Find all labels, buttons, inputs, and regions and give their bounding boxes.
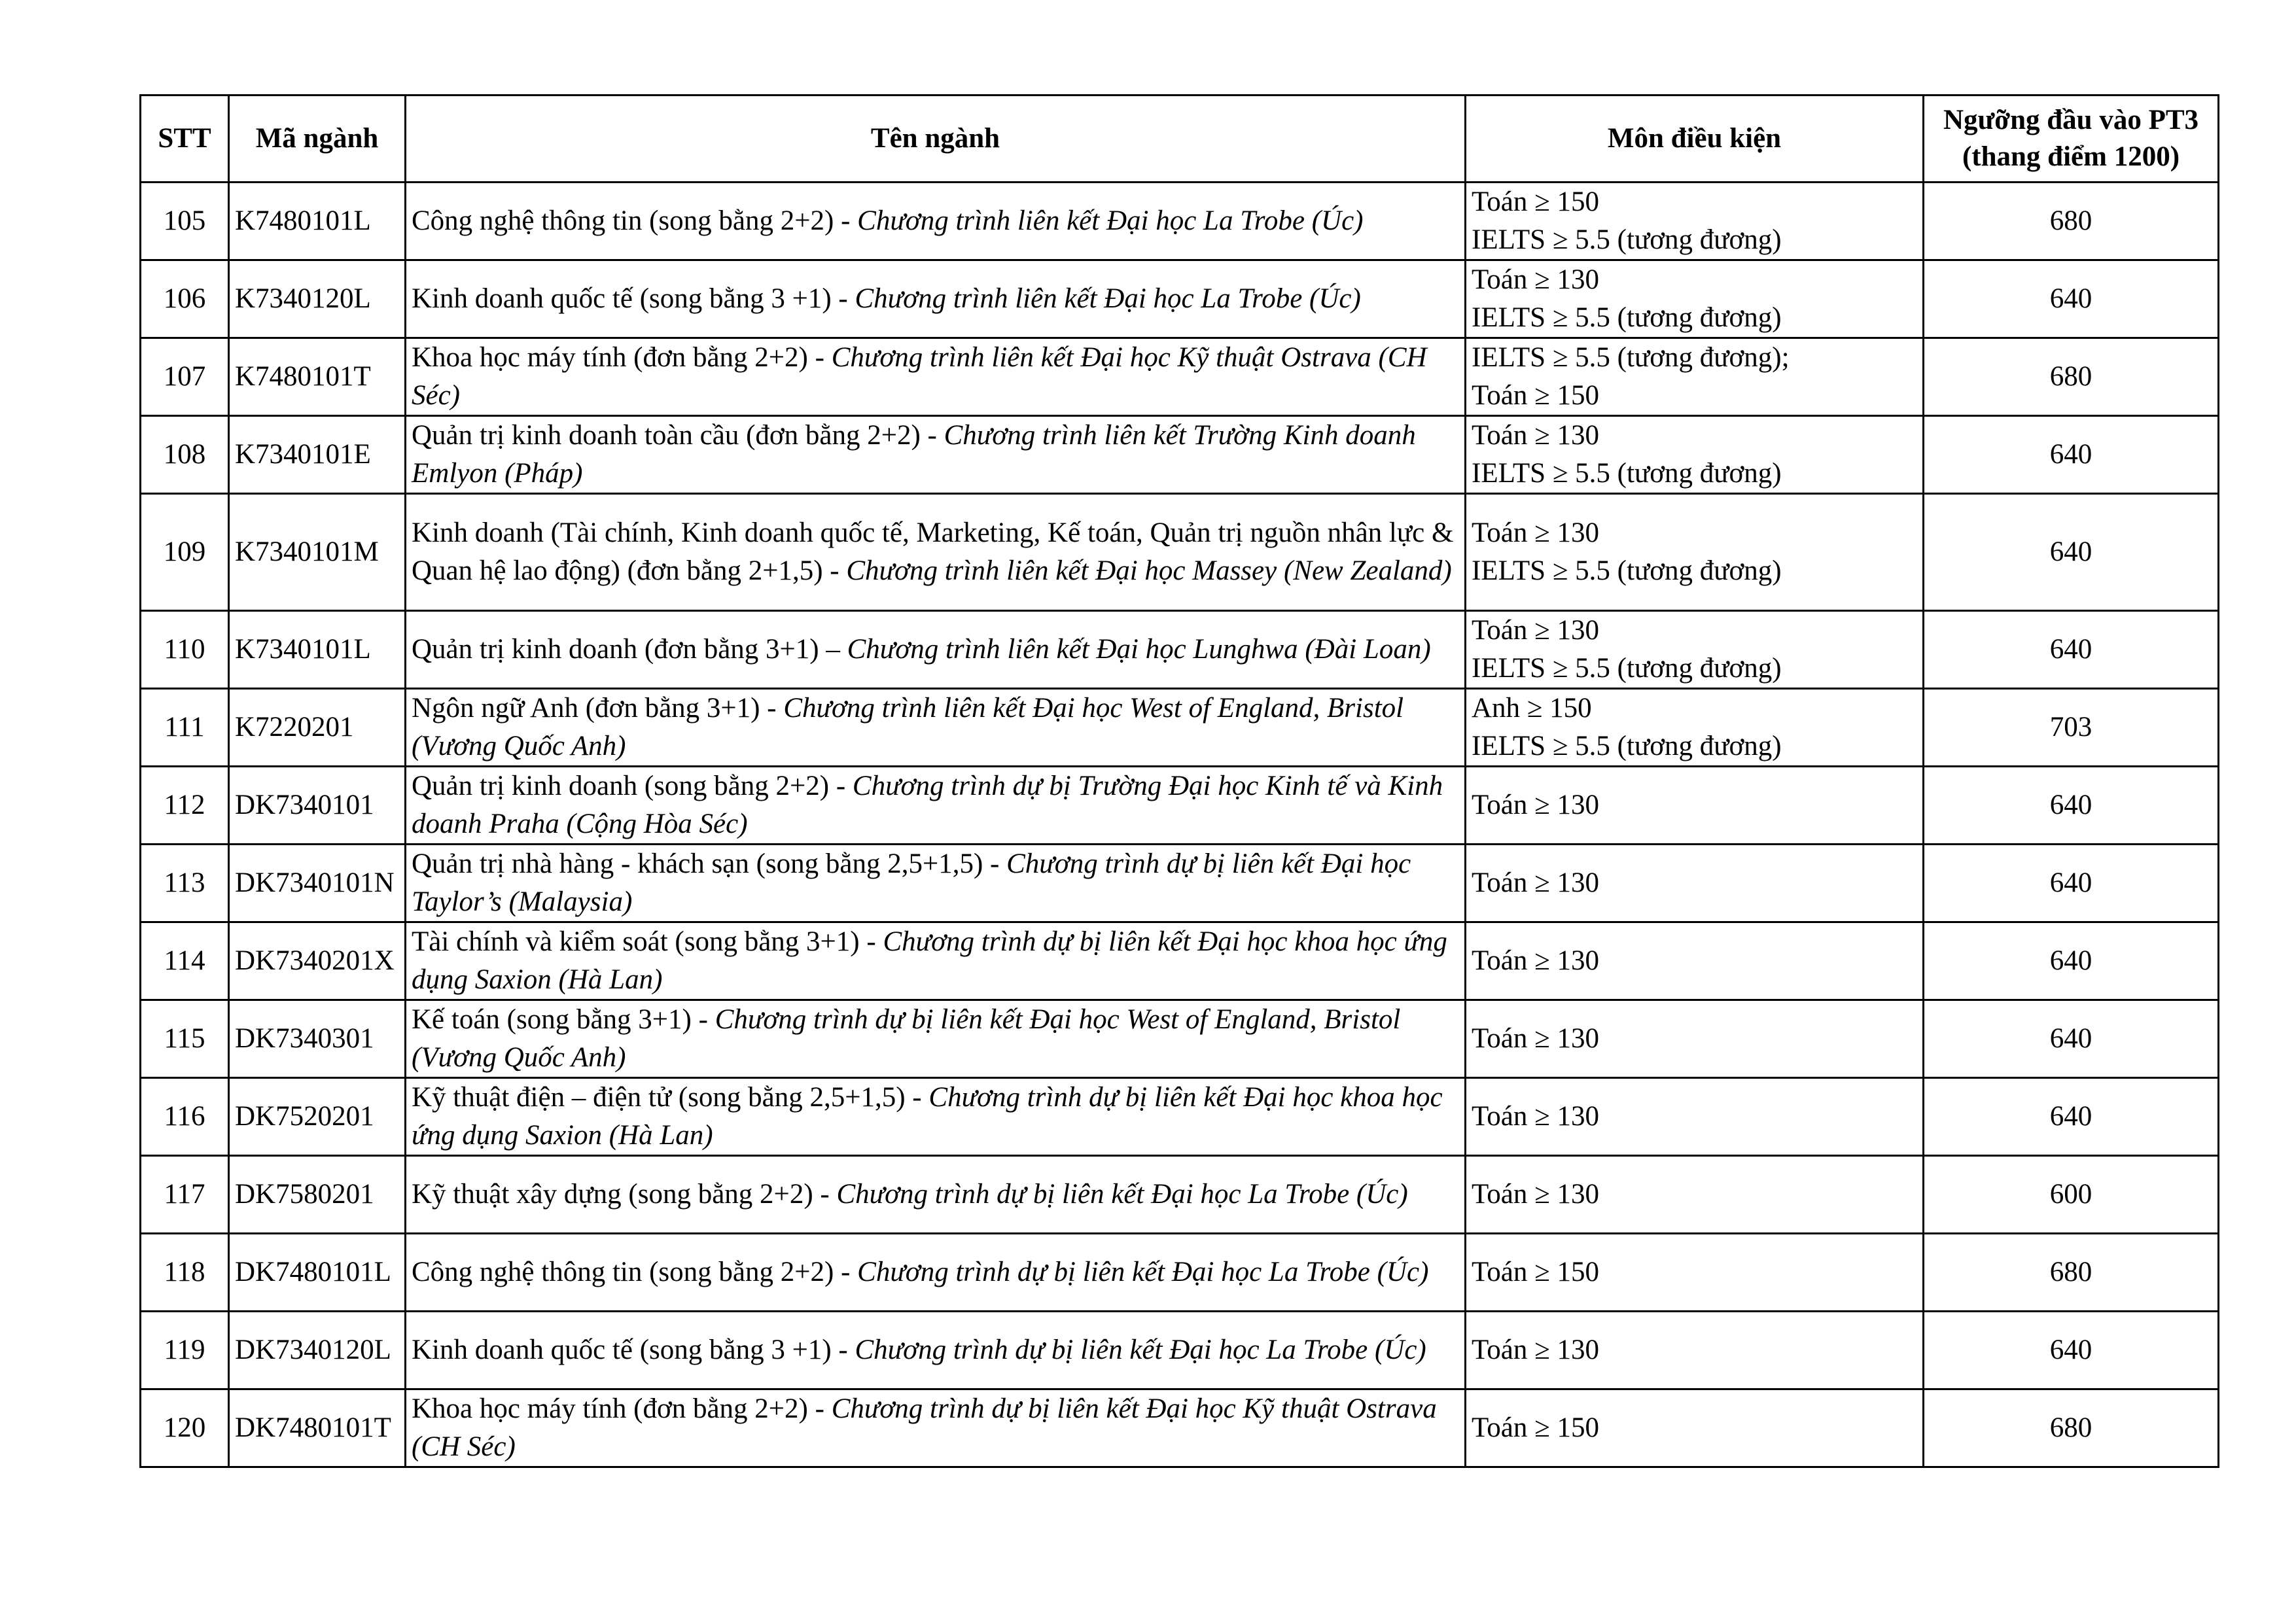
major-name: Khoa học máy tính (đơn bằng 2+2) -: [412, 342, 832, 373]
table-row: [141, 494, 2219, 611]
major-name: Kinh doanh quốc tế (song bằng 3 +1) -: [412, 1335, 855, 1365]
major-name-cell: [406, 845, 1466, 922]
threshold-score-cell: 640: [1924, 1312, 2219, 1389]
condition-cell: [1466, 260, 1924, 338]
threshold-score-cell: 640: [1924, 494, 2219, 611]
stt-cell: 109: [141, 494, 229, 611]
major-name: Kinh doanh quốc tế (song bằng 3 +1) -: [412, 283, 855, 314]
condition-line: IELTS ≥ 5.5 (tương đương): [1472, 653, 1782, 684]
condition-line: Toán ≥ 130: [1472, 420, 1599, 451]
threshold-score-cell: 640: [1924, 260, 2219, 338]
major-code-cell: DK7340120L: [229, 1312, 406, 1389]
major-name-cell: [406, 338, 1466, 416]
threshold-score-cell: 640: [1924, 1000, 2219, 1078]
condition-cell: [1466, 338, 1924, 416]
threshold-score-cell: 640: [1924, 1078, 2219, 1156]
major-name-cell: [406, 1389, 1466, 1467]
condition-cell: [1466, 183, 1924, 260]
table-row: [141, 1078, 2219, 1156]
major-name-cell: [406, 611, 1466, 689]
stt-cell: 107: [141, 338, 229, 416]
major-name: Kế toán (song bằng 3+1) -: [412, 1004, 715, 1035]
major-code-cell: K7340101M: [229, 494, 406, 611]
threshold-score-cell: 680: [1924, 1234, 2219, 1312]
major-code-cell: DK7480101T: [229, 1389, 406, 1467]
stt-cell: 113: [141, 845, 229, 922]
major-name-cell: [406, 416, 1466, 494]
major-name: Ngôn ngữ Anh (đơn bằng 3+1) -: [412, 693, 784, 724]
condition-line: IELTS ≥ 5.5 (tương đương);: [1472, 342, 1790, 373]
program-name: Chương trình dự bị liên kết Đại học khoa học ứng dụng Saxion (Hà Lan): [412, 926, 1447, 995]
stt-cell: 108: [141, 416, 229, 494]
stt-cell: 116: [141, 1078, 229, 1156]
major-name-cell: [406, 922, 1466, 1000]
program-name: Chương trình dự bị liên kết Đại học Kỹ thuật Ostrava (CH Séc): [412, 1393, 1437, 1462]
stt-cell: 112: [141, 767, 229, 845]
condition-line: Toán ≥ 130: [1472, 1101, 1599, 1132]
stt-cell: 115: [141, 1000, 229, 1078]
condition-cell: [1466, 1156, 1924, 1234]
major-name-cell: [406, 767, 1466, 845]
table-row: [141, 183, 2219, 260]
condition-line: Toán ≥ 130: [1472, 867, 1599, 898]
condition-line: Toán ≥ 130: [1472, 1023, 1599, 1054]
threshold-score-cell: 680: [1924, 183, 2219, 260]
table-row: [141, 845, 2219, 922]
major-code-cell: DK7480101L: [229, 1234, 406, 1312]
program-name: Chương trình liên kết Đại học La Trobe (Úc): [857, 205, 1364, 236]
threshold-score-cell: 640: [1924, 922, 2219, 1000]
program-name: Chương trình dự bị liên kết Đại học khoa học ứng dụng Saxion (Hà Lan): [412, 1082, 1443, 1151]
condition-cell: [1466, 416, 1924, 494]
major-code-cell: DK7580201: [229, 1156, 406, 1234]
major-code-cell: DK7340101: [229, 767, 406, 845]
major-name-cell: [406, 1000, 1466, 1078]
major-name-cell: [406, 1156, 1466, 1234]
table-row: [141, 1234, 2219, 1312]
major-name-cell: [406, 1078, 1466, 1156]
header-threshold-scale: (thang điểm 1200): [1962, 141, 2180, 172]
admission-threshold-table: [139, 94, 2219, 1468]
table-row: [141, 1156, 2219, 1234]
header-row: [141, 96, 2219, 183]
condition-cell: [1466, 689, 1924, 767]
threshold-score-cell: 680: [1924, 1389, 2219, 1467]
condition-cell: [1466, 1234, 1924, 1312]
stt-cell: 105: [141, 183, 229, 260]
program-name: Chương trình dự bị Trường Đại học Kinh tế và Kinh doanh Praha (Cộng Hòa Séc): [412, 771, 1443, 839]
program-name: Chương trình dự bị liên kết Đại học La Trobe (Úc): [855, 1335, 1426, 1365]
condition-cell: [1466, 845, 1924, 922]
threshold-score-cell: 640: [1924, 611, 2219, 689]
condition-line: IELTS ≥ 5.5 (tương đương): [1472, 224, 1782, 255]
program-name: Chương trình dự bị liên kết Đại học Taylor’s (Malaysia): [412, 848, 1411, 917]
major-name: Quản trị kinh doanh (song bằng 2+2) -: [412, 771, 853, 801]
major-name-cell: [406, 494, 1466, 611]
header-stt: STT: [141, 96, 229, 183]
condition-cell: [1466, 1389, 1924, 1467]
major-code-cell: K7340101E: [229, 416, 406, 494]
major-code-cell: K7340120L: [229, 260, 406, 338]
condition-cell: [1466, 611, 1924, 689]
program-name: Chương trình liên kết Đại học Lunghwa (Đài Loan): [847, 634, 1431, 665]
threshold-score-cell: 640: [1924, 767, 2219, 845]
threshold-score-cell: 703: [1924, 689, 2219, 767]
major-name-cell: [406, 1312, 1466, 1389]
major-name: Kỹ thuật điện – điện tử (song bằng 2,5+1,5) -: [412, 1082, 929, 1113]
table-row: [141, 611, 2219, 689]
header-condition-subject: Môn điều kiện: [1466, 96, 1924, 183]
condition-line: IELTS ≥ 5.5 (tương đương): [1472, 458, 1782, 489]
condition-line: IELTS ≥ 5.5 (tương đương): [1472, 731, 1782, 761]
condition-line: Toán ≥ 130: [1472, 790, 1599, 820]
program-name: Chương trình liên kết Đại học La Trobe (Úc): [855, 283, 1361, 314]
major-name: Quản trị nhà hàng - khách sạn (song bằng 2,5+1,5) -: [412, 848, 1007, 879]
condition-cell: [1466, 1000, 1924, 1078]
table-row: [141, 689, 2219, 767]
table-row: [141, 1389, 2219, 1467]
major-name: Quản trị kinh doanh toàn cầu (đơn bằng 2+2) -: [412, 420, 944, 451]
condition-line: Toán ≥ 130: [1472, 517, 1599, 548]
stt-cell: 118: [141, 1234, 229, 1312]
header-major-name: Tên ngành: [406, 96, 1466, 183]
threshold-score-cell: 680: [1924, 338, 2219, 416]
stt-cell: 117: [141, 1156, 229, 1234]
condition-cell: [1466, 1312, 1924, 1389]
stt-cell: 110: [141, 611, 229, 689]
condition-line: Toán ≥ 150: [1472, 186, 1599, 217]
condition-line: IELTS ≥ 5.5 (tương đương): [1472, 555, 1782, 586]
program-name: Chương trình liên kết Trường Kinh doanh Emlyon (Pháp): [412, 420, 1416, 489]
major-code-cell: K7480101T: [229, 338, 406, 416]
condition-line: Toán ≥ 150: [1472, 1257, 1599, 1287]
condition-cell: [1466, 767, 1924, 845]
condition-line: Toán ≥ 150: [1472, 1412, 1599, 1443]
header-threshold-title: Ngưỡng đầu vào PT3: [1943, 105, 2199, 135]
major-name-cell: [406, 689, 1466, 767]
major-name-cell: [406, 260, 1466, 338]
stt-cell: 111: [141, 689, 229, 767]
program-name: Chương trình dự bị liên kết Đại học West of England, Bristol (Vương Quốc Anh): [412, 1004, 1401, 1073]
major-code-cell: DK7340301: [229, 1000, 406, 1078]
condition-cell: [1466, 494, 1924, 611]
major-name: Quản trị kinh doanh (đơn bằng 3+1) –: [412, 634, 847, 665]
program-name: Chương trình dự bị liên kết Đại học La Trobe (Úc): [836, 1179, 1408, 1210]
major-name: Công nghệ thông tin (song bằng 2+2) -: [412, 1257, 858, 1287]
major-code-cell: DK7520201: [229, 1078, 406, 1156]
major-code-cell: K7340101L: [229, 611, 406, 689]
condition-line: Toán ≥ 130: [1472, 945, 1599, 976]
table-row: [141, 416, 2219, 494]
program-name: Chương trình dự bị liên kết Đại học La Trobe (Úc): [857, 1257, 1429, 1287]
table-row: [141, 260, 2219, 338]
condition-line: IELTS ≥ 5.5 (tương đương): [1472, 302, 1782, 333]
stt-cell: 120: [141, 1389, 229, 1467]
condition-line: Toán ≥ 130: [1472, 615, 1599, 646]
program-name: Chương trình liên kết Đại học West of England, Bristol (Vương Quốc Anh): [412, 693, 1404, 761]
major-name: Kinh doanh (Tài chính, Kinh doanh quốc tế, Marketing, Kế toán, Quản trị nguồn nhân lực & Quan hệ lao động) (đơn bằng 2+1,5) -: [412, 517, 1454, 586]
major-code-cell: DK7340201X: [229, 922, 406, 1000]
header-major-code: Mã ngành: [229, 96, 406, 183]
table-row: [141, 1000, 2219, 1078]
condition-line: Toán ≥ 130: [1472, 1179, 1599, 1210]
major-name-cell: [406, 1234, 1466, 1312]
major-name-cell: [406, 183, 1466, 260]
condition-line: Anh ≥ 150: [1472, 693, 1592, 724]
condition-line: Toán ≥ 150: [1472, 380, 1599, 411]
major-name: Công nghệ thông tin (song bằng 2+2) -: [412, 205, 858, 236]
program-name: Chương trình liên kết Đại học Kỹ thuật Ostrava (CH Séc): [412, 342, 1427, 411]
major-name: Khoa học máy tính (đơn bằng 2+2) -: [412, 1393, 832, 1424]
stt-cell: 106: [141, 260, 229, 338]
condition-cell: [1466, 922, 1924, 1000]
threshold-score-cell: 640: [1924, 845, 2219, 922]
table-row: [141, 922, 2219, 1000]
stt-cell: 119: [141, 1312, 229, 1389]
table-row: [141, 767, 2219, 845]
table-row: [141, 338, 2219, 416]
major-name: Kỹ thuật xây dựng (song bằng 2+2) -: [412, 1179, 837, 1210]
major-code-cell: DK7340101N: [229, 845, 406, 922]
major-code-cell: K7220201: [229, 689, 406, 767]
condition-line: Toán ≥ 130: [1472, 264, 1599, 295]
major-name: Tài chính và kiểm soát (song bằng 3+1) -: [412, 926, 883, 957]
major-code-cell: K7480101L: [229, 183, 406, 260]
program-name: Chương trình liên kết Đại học Massey (New Zealand): [846, 555, 1452, 586]
table-row: [141, 1312, 2219, 1389]
header-threshold: [1924, 96, 2219, 183]
threshold-score-cell: 640: [1924, 416, 2219, 494]
condition-cell: [1466, 1078, 1924, 1156]
threshold-score-cell: 600: [1924, 1156, 2219, 1234]
stt-cell: 114: [141, 922, 229, 1000]
condition-line: Toán ≥ 130: [1472, 1335, 1599, 1365]
